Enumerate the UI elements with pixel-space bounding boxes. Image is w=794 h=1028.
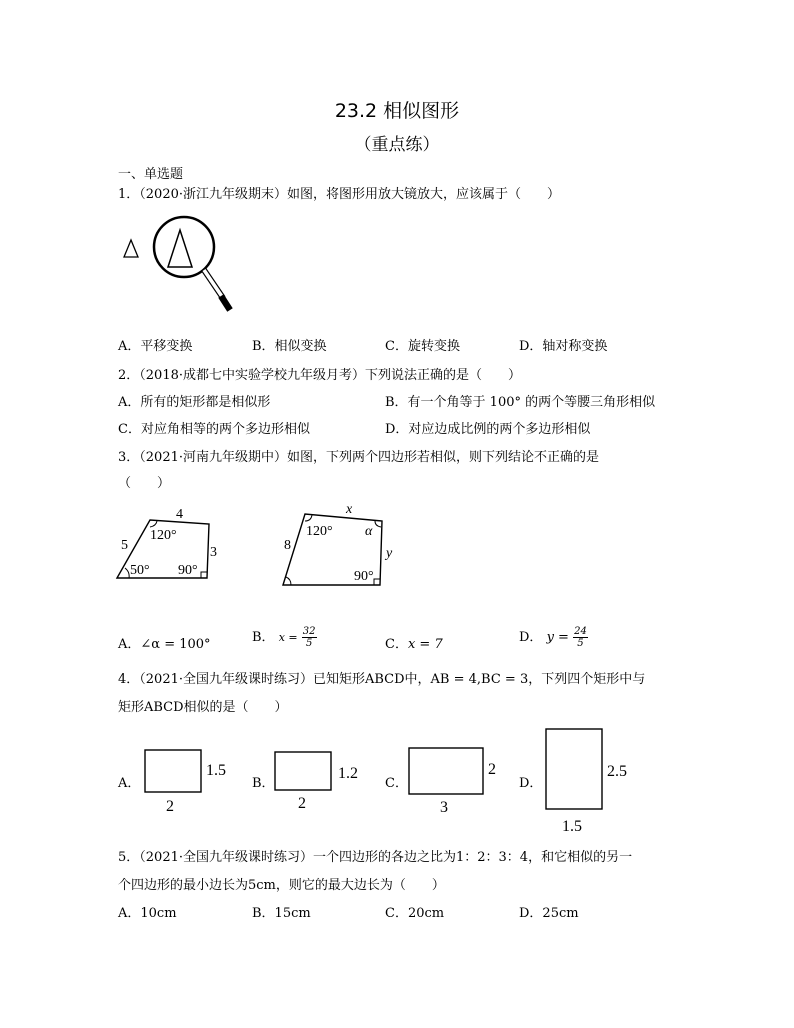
q2-option-d[interactable]: D．对应边成比例的两个多边形相似: [385, 422, 591, 437]
q2-option-c[interactable]: C．对应角相等的两个多边形相似: [118, 422, 310, 437]
magnifier-handle-grip: [221, 296, 230, 310]
q3-option-d[interactable]: D． y = $\frac{24}{5}$: [519, 626, 587, 649]
q1-stem: 1．（2020·浙江九年级期末）如图，将图形用放大镜放大，应该属于（ ）: [118, 187, 560, 202]
q3-option-b[interactable]: B． x = $\frac{32}{5}$: [252, 626, 316, 649]
left-side-right: 3: [210, 545, 217, 560]
q4-option-a-rect[interactable]: [140, 745, 240, 817]
right-side-top: x: [346, 502, 353, 517]
q4-option-b-label[interactable]: B．: [252, 776, 275, 791]
q1-option-a[interactable]: A．平移变换: [118, 339, 193, 354]
left-angle-bl: 50°: [130, 563, 150, 578]
q3-left-quadrilateral: [112, 502, 222, 584]
q5-option-a[interactable]: A．10cm: [118, 906, 177, 921]
q3-stem-line1: 3．（2021·河南九年级期中）如图，下列两个四边形若相似，则下列结论不正确的是: [118, 450, 599, 465]
svg-text:3: 3: [440, 799, 448, 816]
left-side-left: 5: [121, 538, 128, 553]
svg-text:1.5: 1.5: [206, 762, 226, 779]
right-angle-tl: 120°: [306, 524, 333, 539]
svg-text:2: 2: [166, 798, 174, 815]
q3-option-c[interactable]: C．x = 7: [385, 637, 443, 652]
q3-option-a[interactable]: A．∠α = 100°: [118, 637, 211, 652]
svg-text:2.5: 2.5: [607, 763, 627, 780]
right-side-left: 8: [284, 538, 291, 553]
q4-option-b-rect[interactable]: [270, 748, 370, 816]
q2-stem: 2．（2018·成都七中实验学校九年级月考）下列说法正确的是（ ）: [118, 368, 521, 383]
right-angle-tr: α: [365, 524, 373, 539]
q1-option-b[interactable]: B．相似变换: [252, 339, 327, 354]
svg-text:1.5: 1.5: [562, 818, 582, 835]
left-side-top: 4: [176, 507, 183, 522]
q4-option-c-rect[interactable]: [404, 744, 514, 816]
left-angle-tl: 120°: [150, 528, 177, 543]
svg-text:2: 2: [488, 761, 496, 778]
q4-option-c-label[interactable]: C．: [385, 776, 408, 791]
q1-option-c[interactable]: C．旋转变换: [385, 339, 460, 354]
q1-option-d[interactable]: D．轴对称变换: [519, 339, 608, 354]
q1-magnifier-figure: [118, 212, 248, 317]
right-angle-br: 90°: [354, 569, 374, 584]
q5-option-b[interactable]: B．15cm: [252, 906, 311, 921]
q5-option-c[interactable]: C．20cm: [385, 906, 445, 921]
q4-stem-line2: 矩形ABCD相似的是（ ）: [118, 700, 288, 715]
q4-option-d-rect[interactable]: [540, 725, 640, 837]
page-title: 23.2 相似图形: [334, 100, 460, 122]
magnifier-lens-icon: [154, 217, 214, 277]
q4-option-d-label[interactable]: D．: [519, 776, 543, 791]
q2-option-a[interactable]: A．所有的矩形都是相似形: [118, 395, 271, 410]
left-angle-br: 90°: [178, 563, 198, 578]
q5-stem-line1: 5．（2021·全国九年级课时练习）一个四边形的各边之比为1：2：3：4，和它相似的另一: [118, 850, 633, 865]
section-heading: 一、单选题: [118, 167, 184, 182]
q5-option-d[interactable]: D．25cm: [519, 906, 579, 921]
page-subtitle: （重点练）: [354, 135, 440, 155]
q2-option-b[interactable]: B．有一个角等于 100° 的两个等腰三角形相似: [385, 395, 656, 410]
q4-stem-line1: 4．（2021·全国九年级课时练习）已知矩形ABCD中，AB = 4,BC = 3，下列四个矩形中与: [118, 672, 646, 687]
q3-right-quadrilateral: [278, 499, 408, 591]
enlarged-triangle-shape: [168, 230, 192, 267]
right-side-right: y: [386, 546, 393, 561]
q5-stem-line2: 个四边形的最小边长为5cm，则它的最大边长为（ ）: [118, 878, 445, 893]
svg-text:2: 2: [298, 795, 306, 812]
svg-text:1.2: 1.2: [338, 765, 358, 782]
q4-option-a-label[interactable]: A．: [118, 776, 141, 791]
q3-stem-line2: （ ）: [118, 476, 171, 491]
small-triangle-shape: [124, 240, 138, 257]
